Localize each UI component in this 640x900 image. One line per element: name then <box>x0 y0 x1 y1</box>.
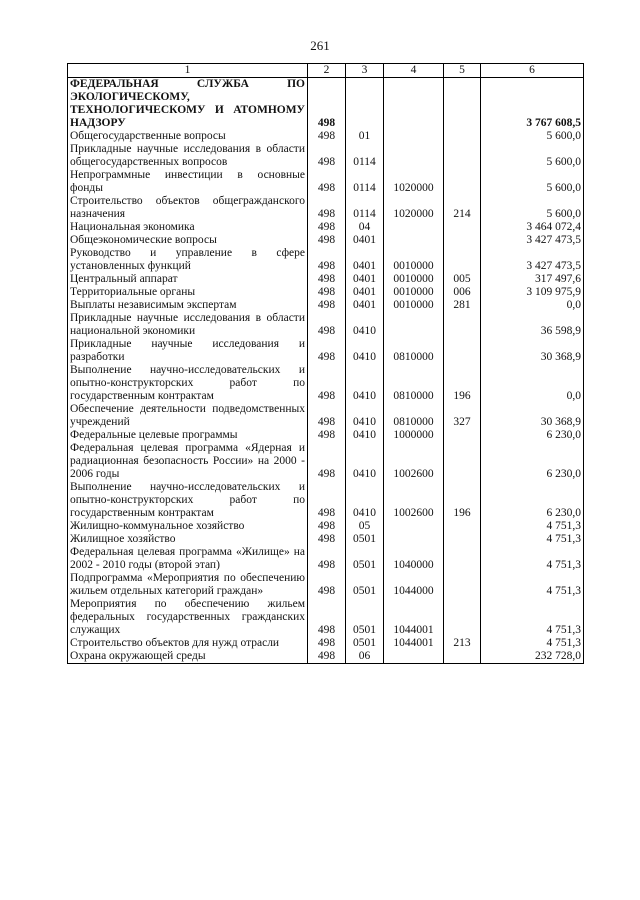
row-description: Национальная экономика <box>68 221 308 234</box>
expense-type-code <box>444 143 481 169</box>
target-article-code <box>384 312 444 338</box>
target-article-code: 0810000 <box>384 364 444 403</box>
table-row <box>68 130 584 143</box>
table-row <box>68 78 584 131</box>
row-description: Строительство объектов для нужд отрасли <box>68 637 308 650</box>
row-description: Жилищное хозяйство <box>68 533 308 546</box>
ministry-code: 498 <box>308 221 346 234</box>
amount: 317 497,6 <box>481 273 584 286</box>
target-article-code: 1000000 <box>384 429 444 442</box>
table-row <box>68 234 584 247</box>
ministry-code: 498 <box>308 338 346 364</box>
amount: 232 728,0 <box>481 650 584 664</box>
table-row <box>68 403 584 429</box>
amount: 0,0 <box>481 299 584 312</box>
section-code: 0401 <box>346 299 384 312</box>
expense-type-code <box>444 442 481 481</box>
expense-type-code <box>444 546 481 572</box>
section-code: 0401 <box>346 286 384 299</box>
ministry-code: 498 <box>308 169 346 195</box>
target-article-code: 0010000 <box>384 247 444 273</box>
expense-type-code: 005 <box>444 273 481 286</box>
expense-type-code <box>444 598 481 637</box>
target-article-code: 1020000 <box>384 169 444 195</box>
amount: 5 600,0 <box>481 143 584 169</box>
table-row <box>68 481 584 520</box>
expense-type-code <box>444 338 481 364</box>
table-row <box>68 299 584 312</box>
ministry-code: 498 <box>308 442 346 481</box>
amount: 3 427 473,5 <box>481 247 584 273</box>
table-row <box>68 533 584 546</box>
target-article-code: 0010000 <box>384 299 444 312</box>
amount: 4 751,3 <box>481 533 584 546</box>
target-article-code: 1044001 <box>384 598 444 637</box>
section-code: 0410 <box>346 364 384 403</box>
amount: 4 751,3 <box>481 637 584 650</box>
table-row <box>68 429 584 442</box>
column-header: 4 <box>384 64 444 78</box>
row-description: Федеральная целевая программа «Ядерная и радиационная безопасность России» на 2000 - 2006 годы <box>68 442 308 481</box>
expense-type-code <box>444 312 481 338</box>
table-row <box>68 195 584 221</box>
amount: 5 600,0 <box>481 195 584 221</box>
target-article-code <box>384 234 444 247</box>
target-article-code: 0810000 <box>384 403 444 429</box>
row-description: Общегосударственные вопросы <box>68 130 308 143</box>
target-article-code <box>384 221 444 234</box>
row-description: Охрана окружающей среды <box>68 650 308 664</box>
section-code: 0401 <box>346 234 384 247</box>
section-code: 0410 <box>346 429 384 442</box>
column-header: 5 <box>444 64 481 78</box>
target-article-code: 1044001 <box>384 637 444 650</box>
row-description: Выполнение научно-исследовательских и опытно-конструкторских работ по государственным контрактам <box>68 481 308 520</box>
ministry-code: 498 <box>308 429 346 442</box>
target-article-code: 0010000 <box>384 273 444 286</box>
section-code: 04 <box>346 221 384 234</box>
amount: 4 751,3 <box>481 546 584 572</box>
amount: 0,0 <box>481 364 584 403</box>
expense-type-code: 281 <box>444 299 481 312</box>
amount: 4 751,3 <box>481 520 584 533</box>
row-description: Федеральная целевая программа «Жилище» на 2002 - 2010 годы (второй этап) <box>68 546 308 572</box>
table-row <box>68 286 584 299</box>
amount: 3 767 608,5 <box>481 78 584 131</box>
expense-type-code <box>444 572 481 598</box>
column-header: 2 <box>308 64 346 78</box>
amount: 30 368,9 <box>481 338 584 364</box>
ministry-code: 498 <box>308 546 346 572</box>
expense-type-code <box>444 234 481 247</box>
ministry-code: 498 <box>308 403 346 429</box>
page-number: 261 <box>310 38 330 53</box>
section-code: 05 <box>346 520 384 533</box>
expense-type-code: 214 <box>444 195 481 221</box>
section-code: 0114 <box>346 169 384 195</box>
section-code: 0410 <box>346 403 384 429</box>
amount: 3 427 473,5 <box>481 234 584 247</box>
table-header-row <box>68 64 584 78</box>
ministry-code: 498 <box>308 364 346 403</box>
table-row <box>68 221 584 234</box>
table-row <box>68 572 584 598</box>
section-code <box>346 78 384 131</box>
table-row <box>68 312 584 338</box>
amount: 36 598,9 <box>481 312 584 338</box>
section-code: 0501 <box>346 637 384 650</box>
ministry-code: 498 <box>308 286 346 299</box>
section-code: 0501 <box>346 572 384 598</box>
section-code: 0401 <box>346 273 384 286</box>
table-row <box>68 442 584 481</box>
ministry-code: 498 <box>308 78 346 131</box>
target-article-code <box>384 520 444 533</box>
row-description: Выполнение научно-исследовательских и опытно-конструкторских работ по государственным контрактам <box>68 364 308 403</box>
section-code: 0501 <box>346 546 384 572</box>
section-code: 0410 <box>346 312 384 338</box>
row-description: Обеспечение деятельности подведомственных учреждений <box>68 403 308 429</box>
table-row <box>68 650 584 664</box>
target-article-code: 1020000 <box>384 195 444 221</box>
expense-type-code: 196 <box>444 364 481 403</box>
row-description: Выплаты независимым экспертам <box>68 299 308 312</box>
amount: 3 464 072,4 <box>481 221 584 234</box>
row-description: Строительство объектов общегражданского назначения <box>68 195 308 221</box>
target-article-code: 1044000 <box>384 572 444 598</box>
amount: 6 230,0 <box>481 429 584 442</box>
budget-table <box>67 63 584 664</box>
section-code: 0410 <box>346 442 384 481</box>
ministry-code: 498 <box>308 247 346 273</box>
amount: 6 230,0 <box>481 481 584 520</box>
row-description: Федеральные целевые программы <box>68 429 308 442</box>
ministry-code: 498 <box>308 533 346 546</box>
ministry-code: 498 <box>308 130 346 143</box>
target-article-code: 0010000 <box>384 286 444 299</box>
amount: 3 109 975,9 <box>481 286 584 299</box>
expense-type-code <box>444 221 481 234</box>
amount: 4 751,3 <box>481 572 584 598</box>
row-description: Общеэкономические вопросы <box>68 234 308 247</box>
expense-type-code: 327 <box>444 403 481 429</box>
row-description: Руководство и управление в сфере установленных функций <box>68 247 308 273</box>
section-code: 0410 <box>346 338 384 364</box>
row-description: Прикладные научные исследования в области национальной экономики <box>68 312 308 338</box>
table-row <box>68 247 584 273</box>
target-article-code <box>384 143 444 169</box>
table-row <box>68 169 584 195</box>
ministry-code: 498 <box>308 520 346 533</box>
row-description: Территориальные органы <box>68 286 308 299</box>
ministry-code: 498 <box>308 598 346 637</box>
expense-type-code <box>444 247 481 273</box>
section-code: 0401 <box>346 247 384 273</box>
expense-type-code <box>444 520 481 533</box>
section-code: 0501 <box>346 598 384 637</box>
ministry-code: 498 <box>308 312 346 338</box>
column-header: 6 <box>481 64 584 78</box>
expense-type-code <box>444 169 481 195</box>
expense-type-code: 006 <box>444 286 481 299</box>
target-article-code <box>384 533 444 546</box>
column-header: 1 <box>68 64 308 78</box>
amount: 5 600,0 <box>481 169 584 195</box>
expense-type-code: 213 <box>444 637 481 650</box>
target-article-code: 1002600 <box>384 442 444 481</box>
section-code: 0410 <box>346 481 384 520</box>
amount: 30 368,9 <box>481 403 584 429</box>
table-row <box>68 637 584 650</box>
expense-type-code <box>444 130 481 143</box>
target-article-code: 1040000 <box>384 546 444 572</box>
row-description: Мероприятия по обеспечению жильем федеральных государственных гражданских служащих <box>68 598 308 637</box>
ministry-code: 498 <box>308 234 346 247</box>
ministry-code: 498 <box>308 299 346 312</box>
ministry-code: 498 <box>308 195 346 221</box>
table-row <box>68 546 584 572</box>
ministry-code: 498 <box>308 650 346 664</box>
target-article-code: 1002600 <box>384 481 444 520</box>
column-header: 3 <box>346 64 384 78</box>
target-article-code <box>384 650 444 664</box>
row-description: Прикладные научные исследования в области общегосударственных вопросов <box>68 143 308 169</box>
amount: 6 230,0 <box>481 442 584 481</box>
table-row <box>68 338 584 364</box>
amount: 5 600,0 <box>481 130 584 143</box>
ministry-code: 498 <box>308 273 346 286</box>
table-row <box>68 273 584 286</box>
expense-type-code <box>444 650 481 664</box>
row-description: Непрограммные инвестиции в основные фонды <box>68 169 308 195</box>
expense-type-code <box>444 533 481 546</box>
expense-type-code <box>444 429 481 442</box>
table-row <box>68 143 584 169</box>
ministry-code: 498 <box>308 143 346 169</box>
target-article-code: 0810000 <box>384 338 444 364</box>
target-article-code <box>384 78 444 131</box>
amount: 4 751,3 <box>481 598 584 637</box>
row-description: Центральный аппарат <box>68 273 308 286</box>
table-row <box>68 520 584 533</box>
section-code: 0114 <box>346 143 384 169</box>
row-description: Прикладные научные исследования и разработки <box>68 338 308 364</box>
ministry-code: 498 <box>308 572 346 598</box>
section-code: 0501 <box>346 533 384 546</box>
expense-type-code: 196 <box>444 481 481 520</box>
row-description: Жилищно-коммунальное хозяйство <box>68 520 308 533</box>
section-code: 01 <box>346 130 384 143</box>
ministry-code: 498 <box>308 481 346 520</box>
section-code: 0114 <box>346 195 384 221</box>
ministry-code: 498 <box>308 637 346 650</box>
table-row <box>68 598 584 637</box>
target-article-code <box>384 130 444 143</box>
row-description: ФЕДЕРАЛЬНАЯ СЛУЖБА ПО ЭКОЛОГИЧЕСКОМУ, ТЕХНОЛОГИЧЕСКОМУ И АТОМНОМУ НАДЗОРУ <box>68 78 308 131</box>
row-description: Подпрограмма «Мероприятия по обеспечению жильем отдельных категорий граждан» <box>68 572 308 598</box>
expense-type-code <box>444 78 481 131</box>
section-code: 06 <box>346 650 384 664</box>
table-row <box>68 364 584 403</box>
